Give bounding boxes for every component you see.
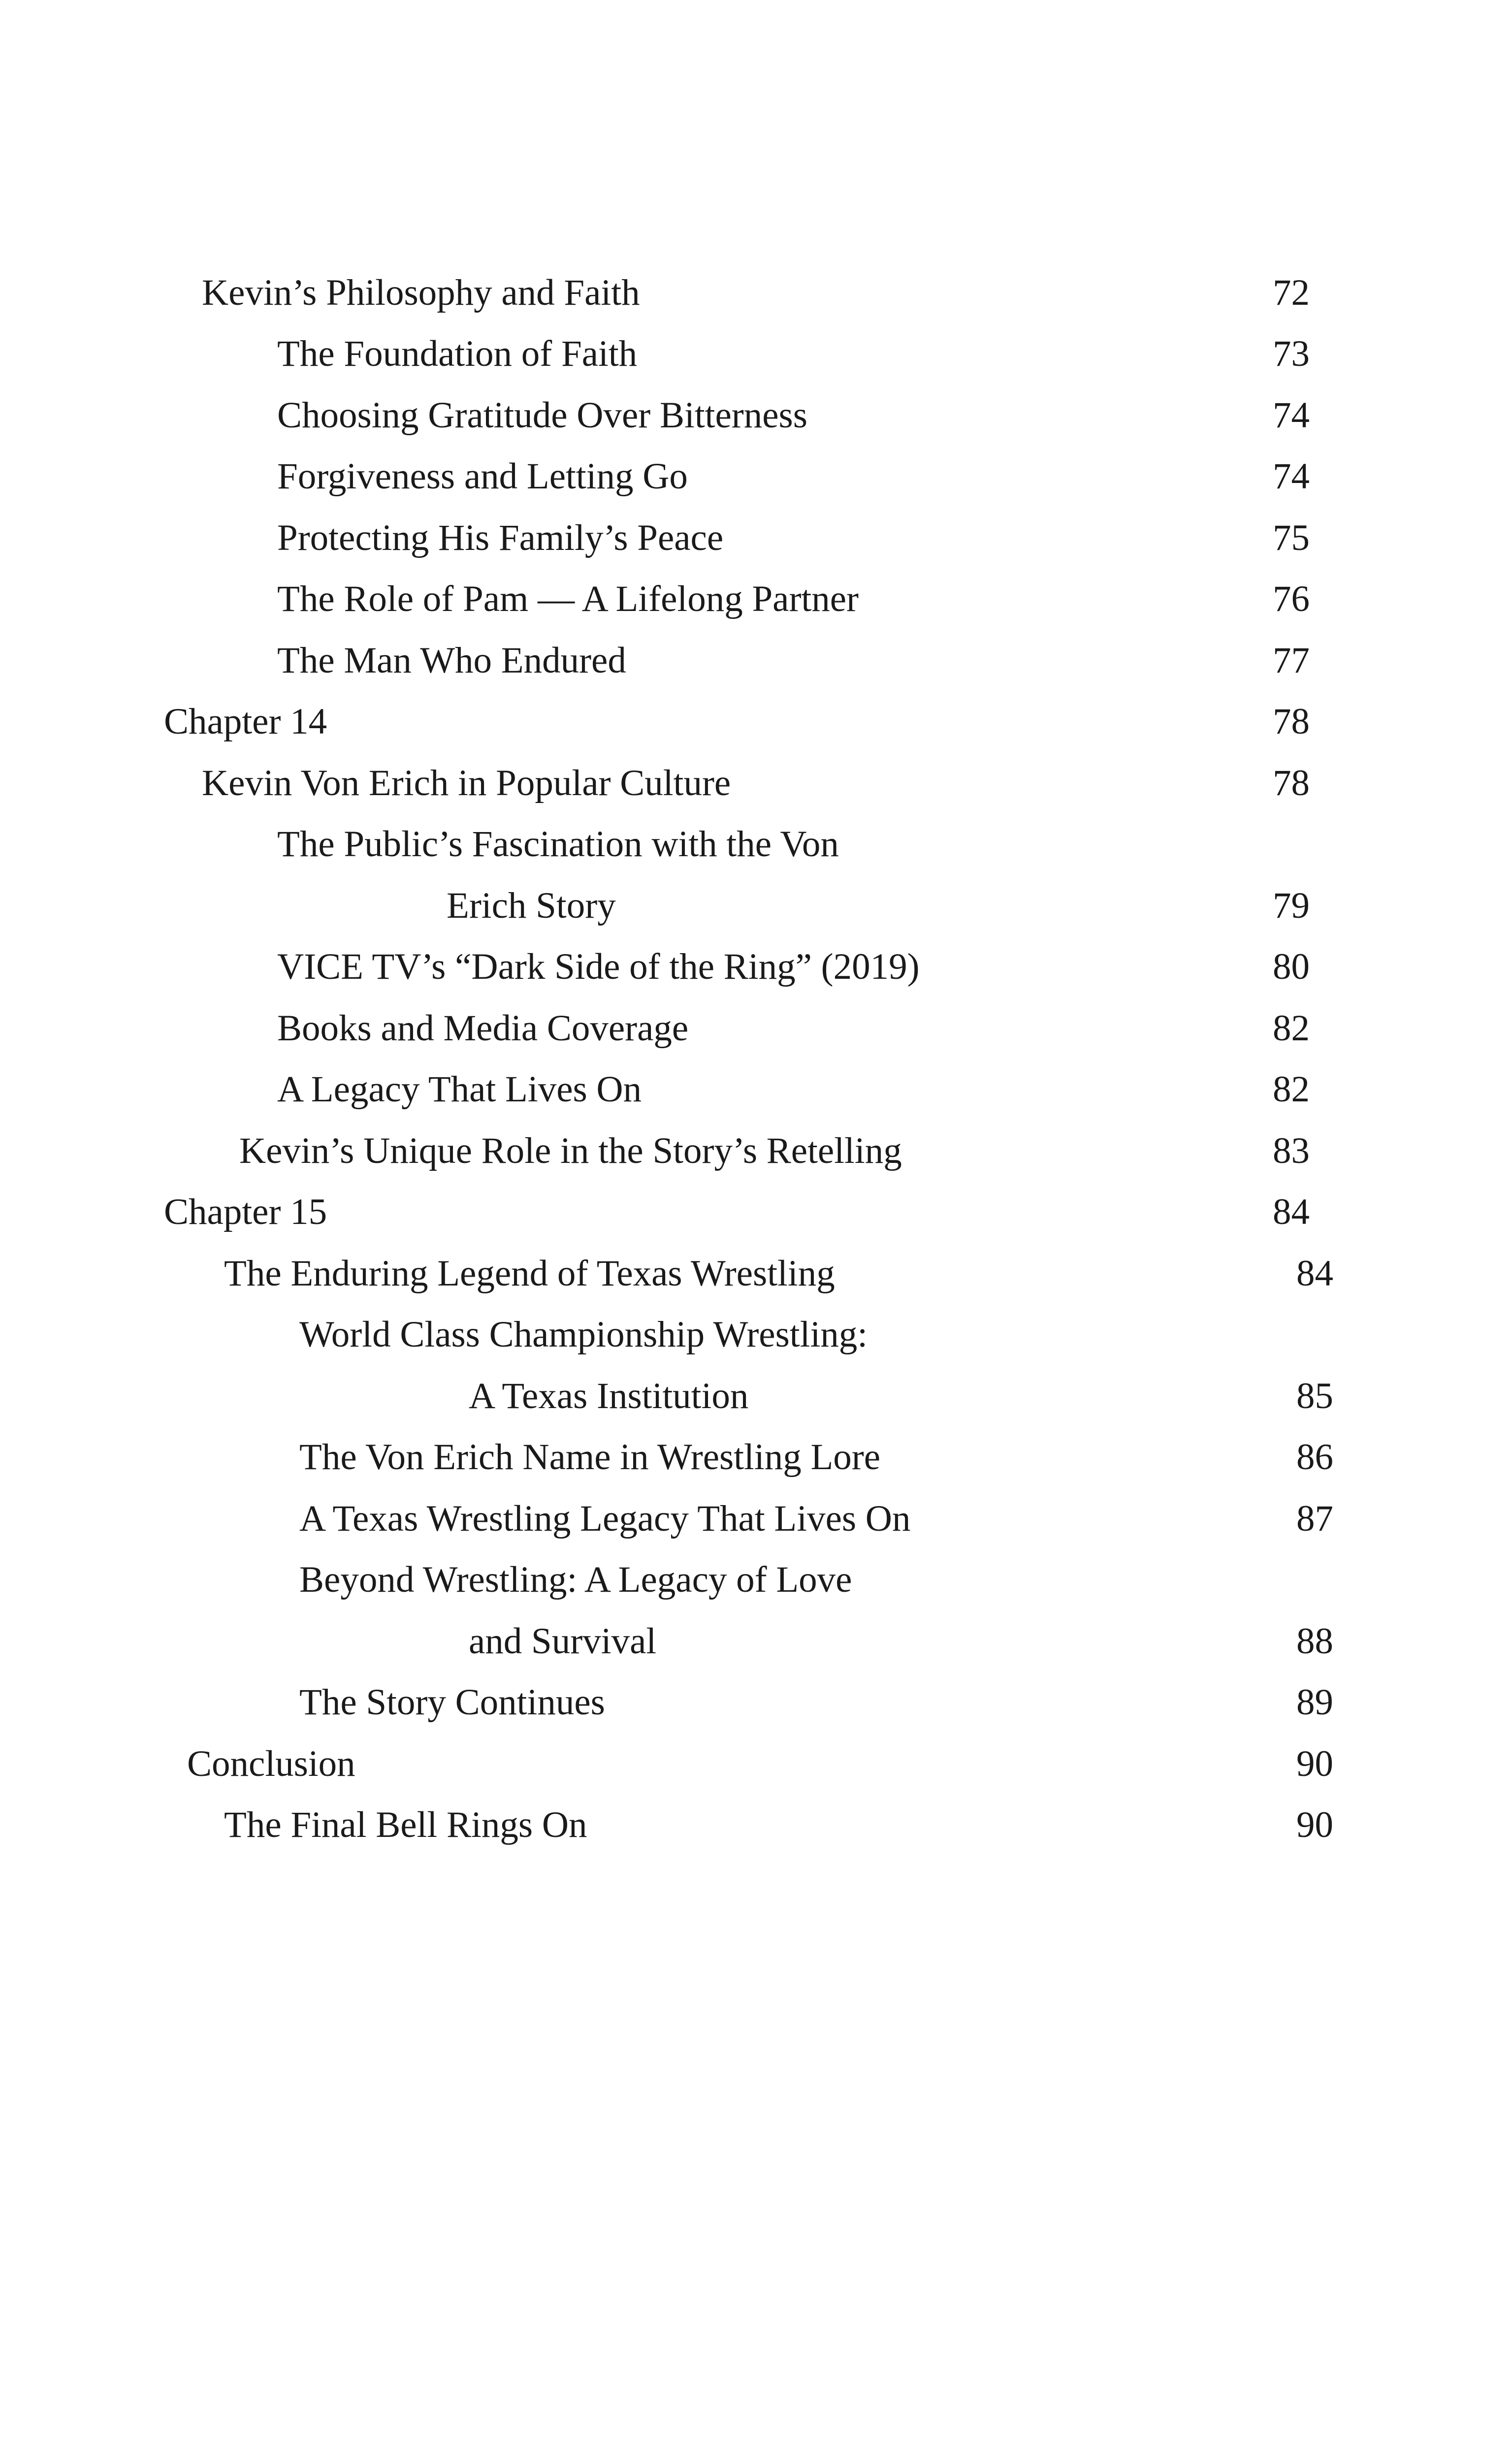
toc-entry-title: The Enduring Legend of Texas Wrestling [224, 1253, 835, 1294]
toc-entry-page: 83 [1273, 1130, 1310, 1171]
toc-entry-page: 74 [1273, 395, 1310, 436]
toc-entry-page: 75 [1273, 517, 1310, 558]
toc-entry-title: A Legacy That Lives On [277, 1069, 642, 1110]
toc-entry [0, 815, 1512, 874]
toc-chapter-title: Chapter 15 [164, 1191, 327, 1232]
toc-entry-page: 74 [1273, 456, 1310, 497]
toc-entry [0, 1796, 1512, 1855]
toc-entry-page: 76 [1273, 578, 1310, 619]
toc-entry-page: 82 [1273, 1008, 1310, 1049]
toc-entry-page: 90 [1296, 1743, 1333, 1784]
toc-entry [0, 386, 1512, 445]
toc-entry [0, 447, 1512, 506]
toc-entry-title: The Foundation of Faith [277, 333, 638, 374]
toc-entry [0, 937, 1512, 996]
toc-entry-page: 78 [1273, 701, 1310, 742]
toc-entry [0, 263, 1512, 322]
toc-entry [0, 1060, 1512, 1119]
toc-entry-page: 79 [1273, 885, 1310, 926]
toc-entry-page: 80 [1273, 946, 1310, 987]
toc-entry [0, 1612, 1512, 1671]
toc-entry-title: Kevin Von Erich in Popular Culture [202, 763, 731, 803]
toc-entry-page: 87 [1296, 1498, 1333, 1539]
toc-entry-page: 77 [1273, 640, 1310, 681]
toc-entry [0, 1673, 1512, 1732]
toc-entry-page: 84 [1296, 1253, 1333, 1294]
toc-entry [0, 1122, 1512, 1181]
toc-chapter [0, 1735, 1512, 1794]
toc-entry-title: VICE TV’s “Dark Side of the Ring” (2019) [277, 946, 920, 987]
toc-entry-title: The Story Continues [299, 1682, 605, 1723]
toc-entry-title: The Final Bell Rings On [224, 1804, 587, 1845]
toc-entry-page: 78 [1273, 763, 1310, 803]
toc-entry-page: 84 [1273, 1191, 1310, 1232]
toc-chapter [0, 692, 1512, 751]
toc-entry-title: The Role of Pam — A Lifelong Partner [277, 578, 859, 619]
toc-entry [0, 631, 1512, 690]
toc-entry-title: The Man Who Endured [277, 640, 626, 681]
toc-entry [0, 509, 1512, 568]
toc-entry [0, 1305, 1512, 1364]
toc-entry [0, 1428, 1512, 1487]
toc-entry-page: 86 [1296, 1437, 1333, 1478]
toc-entry-title: and Survival [469, 1621, 657, 1662]
toc-entry-title: Forgiveness and Letting Go [277, 456, 688, 497]
toc-entry-title: Erich Story [447, 885, 616, 926]
toc-chapter [0, 1183, 1512, 1242]
toc-entry-title: Books and Media Coverage [277, 1008, 689, 1049]
toc-entry-title: The Von Erich Name in Wrestling Lore [299, 1437, 881, 1478]
toc-entry-title: Protecting His Family’s Peace [277, 517, 724, 558]
toc-entry-title: Kevin’s Philosophy and Faith [202, 272, 640, 313]
toc-entry-page: 72 [1273, 272, 1310, 313]
toc-entry-title: World Class Championship Wrestling: [299, 1314, 868, 1355]
toc-entry [0, 570, 1512, 629]
toc-entry-title: A Texas Institution [469, 1376, 749, 1416]
toc-entry-page: 90 [1296, 1804, 1333, 1845]
toc-entry-page: 89 [1296, 1682, 1333, 1723]
toc-entry [0, 876, 1512, 935]
toc-entry-title: The Public’s Fascination with the Von [277, 824, 839, 865]
toc-entry-page: 73 [1273, 333, 1310, 374]
toc-entry-title: Choosing Gratitude Over Bitterness [277, 395, 807, 436]
toc-entry-page: 85 [1296, 1376, 1333, 1416]
toc-entry [0, 1244, 1512, 1303]
toc-chapter-title: Chapter 14 [164, 701, 327, 742]
toc-entry [0, 324, 1512, 384]
toc-entry [0, 754, 1512, 813]
toc-entry [0, 1367, 1512, 1426]
toc-entry-page: 88 [1296, 1621, 1333, 1662]
toc-entry [0, 1489, 1512, 1548]
toc-chapter-title: Conclusion [187, 1743, 355, 1784]
toc-entry-title: Beyond Wrestling: A Legacy of Love [299, 1559, 852, 1600]
toc-entry [0, 999, 1512, 1058]
toc-entry [0, 1550, 1512, 1609]
toc-entry-title: A Texas Wrestling Legacy That Lives On [299, 1498, 911, 1539]
toc-entry-title: Kevin’s Unique Role in the Story’s Retelling [239, 1130, 902, 1171]
toc-entry-page: 82 [1273, 1069, 1310, 1110]
